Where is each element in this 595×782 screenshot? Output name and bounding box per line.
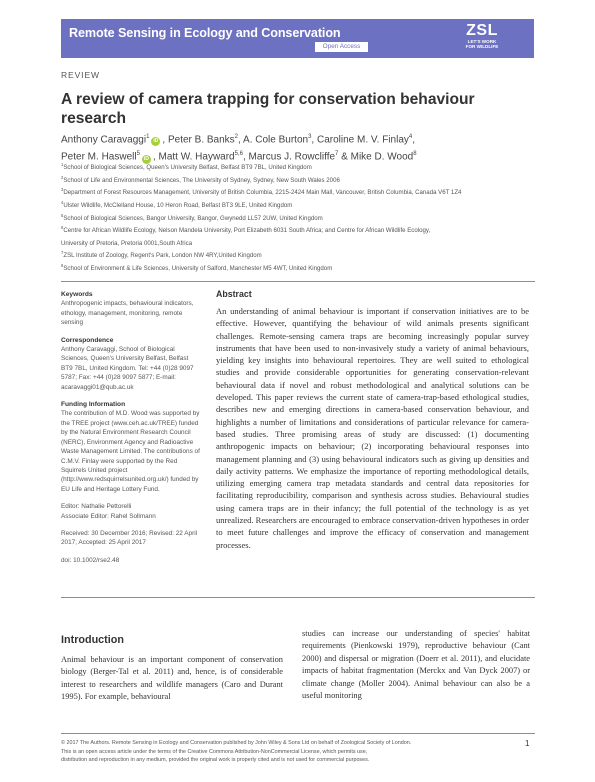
doi-block: [61, 556, 201, 565]
author-name[interactable]: Marcus J. Rowcliffe: [248, 151, 336, 163]
author-separator: ,: [412, 134, 415, 146]
affiliation: $^6$Centre for African Wildlife Ecology, Nelson Mandela University, Port Elizabeth 6031 South Africa; and Centre for African Wildlife Ecology,: [61, 225, 431, 235]
correspondence-text: Anthony Caravaggi, School of Biological Sciences, Queen's University Belfast, Belfast BT9 7BL, United Kingdom. Tel: +44 (0)28 9097 5787; Fax: +44 (0)28 9097 5877; E-mail: acaravaggi01@qub.ac.uk: [61, 346, 194, 391]
orcid-icon[interactable]: iD: [153, 138, 159, 145]
open-access-tag: Open Access: [315, 42, 368, 52]
author-affiliation-number: 8: [413, 151, 417, 158]
funding-text: The contribution of M.D. Wood was supported by the TREE project (www.ceh.ac.uk/TREE) funded by the Natural Environment Research Council (NERC), Environment Agency and Radioactive Waste Management Limited. The contributions of C.M.V. Finlay were supported by the Red Squirrels United project (http://www.redsquirrelsunited.org.uk/) funded by EU Life and Heritage Lottery Fund.: [61, 410, 200, 493]
correspondence-heading: Correspondence: [61, 336, 114, 344]
correspondence-block: [61, 336, 201, 392]
keywords-text: Anthropogenic impacts, behavioural indicators, ethology, management, monitoring, remote sensing: [61, 300, 194, 327]
author-name[interactable]: Peter M. Haswell: [61, 151, 137, 163]
license-line: This is an open access article under the terms of the Creative Commons Attribution-NonCommercial License, which permits use,: [61, 748, 368, 755]
affiliation: $^8$School of Environment & Life Sciences, University of Salford, Manchester M5 4WT, United Kingdom: [61, 263, 333, 273]
author-name[interactable]: A. Cole Burton: [243, 134, 309, 146]
author-name[interactable]: Anthony Caravaggi: [61, 134, 147, 146]
affiliation: $^4$Ulster Wildlife, McClelland House, 10 Heron Road, Belfast BT3 9LE, United Kingdom: [61, 199, 293, 209]
funding-block: [61, 400, 201, 494]
funding-heading: Funding Information: [61, 401, 126, 409]
article-sidebar: [61, 290, 201, 573]
author-affiliation-number: 1: [146, 134, 150, 140]
author-affiliation-number: 5,6: [234, 151, 243, 158]
section-divider: [61, 597, 535, 598]
page-number: 1: [525, 739, 530, 748]
affiliation-list: [61, 160, 541, 274]
author-separator: ,: [152, 151, 159, 163]
license-footer: [61, 739, 513, 765]
abstract-heading: Abstract: [216, 289, 252, 299]
affiliation: $^1$School of Biological Sciences, Queen's University Belfast, Belfast BT9 7BL, United Kingdom: [61, 162, 312, 172]
keywords-heading: Keywords: [61, 291, 93, 298]
author-name[interactable]: Mike D. Wood: [350, 151, 414, 163]
author-separator: ,: [311, 134, 317, 146]
zsl-logo-word: ZSL: [466, 22, 498, 39]
keywords-block: [61, 290, 201, 328]
affiliation: $^2$School of Life and Environmental Sciences, The University of Sydney, Sydney, New South Wales 2006: [61, 174, 340, 184]
introduction-heading: Introduction: [61, 634, 124, 646]
author-affiliation-number: 3: [308, 134, 312, 140]
abstract-text: An understanding of animal behaviour is important if conservation initiatives are to be effective. However, quantifying the behaviour of wild animals presents significant challenges. Remote-sensing camera traps are becoming increasingly popular survey instruments that have been used to non-invasively study a variety of animal behaviours, yielding key insights into behavioural repertoires. They are well suited to ethological studies and provide considerable opportunities for generating conservation-relevant behavioural data if novel and robust methodological and analytical solutions can be developed. This paper reviews the current state of camera-trap-based ethological studies, describes new and emerging directions in camera-based conservation behaviour, and highlights a number of limitations and considerations of particular relevance for camera-based studies. Three promising areas of study are discussed: (1) documenting anthropogenic impacts on behaviour; (2) incorporating behavioural responses into management planning and (3) using behavioural indicators such as giving up densities and daily activity patterns. We emphasize the importance of reporting methodological details, utilizing emerging camera trap metadata standards and central data repositories for facilitating reproducibility, comparison and synthesis across studies. Behavioural studies using camera traps are in their infancy; the full potential of the technology is as yet unrealized. Researchers are encouraged to embrace conservation-driven hypotheses in order to meet future challenges and improve the efficacy of conservation and management processes.: [216, 306, 529, 550]
history-dates: Received: 30 December 2016; Revised: 22 April 2017; Accepted: 25 April 2017: [61, 529, 198, 547]
journal-title: Remote Sensing in Ecology and Conservation: [69, 26, 341, 40]
license-line: distribution and reproduction in any medium, provided the original work is properly cited and is not used for commercial purposes.: [61, 757, 370, 764]
introduction-left-column: Animal behaviour is an important component of conservation biology (Berger-Tal et al. 2011) and, hence, is of considerable interest to researchers and wildlife managers (Caro and Durant 1995). For example, behavioural: [61, 655, 283, 702]
footer-divider: [61, 733, 535, 734]
journal-banner: [61, 19, 534, 58]
author-name[interactable]: Matt W. Hayward: [158, 151, 235, 163]
introduction-right-column: studies can increase our understanding of species' habitat requirements (Pienkowski 1979), reproductive behaviour (Cant 2000) and dispersal or migration (Doerr et al. 2011), and elucidate impacts of habitat fragmentation (Merckx and Van Dyck 2007) or climate change (Moller 2004). Animal behaviour can also be a useful monitoring: [302, 629, 530, 701]
affiliation: $^3$Department of Forest Resources Management, University of British Columbia, 2215-2424 Main Mall, Vancouver, British Columbia, Canada V6T 1Z4: [61, 187, 462, 197]
zsl-logo: [461, 23, 503, 49]
author-separator: ,: [242, 151, 249, 163]
article-type: REVIEW: [61, 70, 100, 80]
orcid-icon[interactable]: iD: [143, 155, 149, 162]
author-affiliation-number: 2: [234, 134, 239, 140]
section-divider: [61, 281, 535, 282]
author-affiliation-number: 5: [136, 151, 140, 158]
editors-block: [61, 502, 201, 521]
affiliation: $^7$ZSL Institute of Zoology, Regent's Park, London NW 4RY,United Kingdom: [61, 250, 262, 260]
author-separator: ,: [162, 134, 168, 146]
zsl-logo-tagline-2: FOR WILDLIFE: [465, 44, 499, 49]
affiliation: University of Pretoria, Pretoria 0001,South Africa: [61, 239, 193, 247]
article-title: A review of camera trapping for conservation behaviour research: [61, 91, 475, 127]
dates-block: [61, 529, 201, 548]
author-affiliation-number: 7: [335, 151, 339, 158]
author-name[interactable]: Peter B. Banks: [167, 134, 235, 146]
editor: Editor: Nathalie Pettorelli: [61, 503, 132, 511]
copyright-line: © 2017 The Authors. Remote Sensing in Ecology and Conservation published by John Wiley & Sons Ltd on behalf of Zoological Society of London.: [61, 740, 412, 746]
author-affiliation-number: 4: [408, 134, 413, 140]
author-separator: &: [338, 151, 351, 163]
author-separator: ,: [238, 134, 244, 146]
associate-editor: Associate Editor: Rahel Sollmann: [61, 512, 156, 520]
doi-link[interactable]: doi: 10.1002/rse2.48: [61, 556, 120, 564]
zsl-logo-tagline-1: LET'S WORK: [467, 39, 497, 44]
author-name[interactable]: Caroline M. V. Finlay: [316, 134, 409, 146]
affiliation: $^5$School of Biological Sciences, Bangor University, Bangor, Gwynedd LL57 2UW, United Kingdom: [61, 212, 323, 222]
